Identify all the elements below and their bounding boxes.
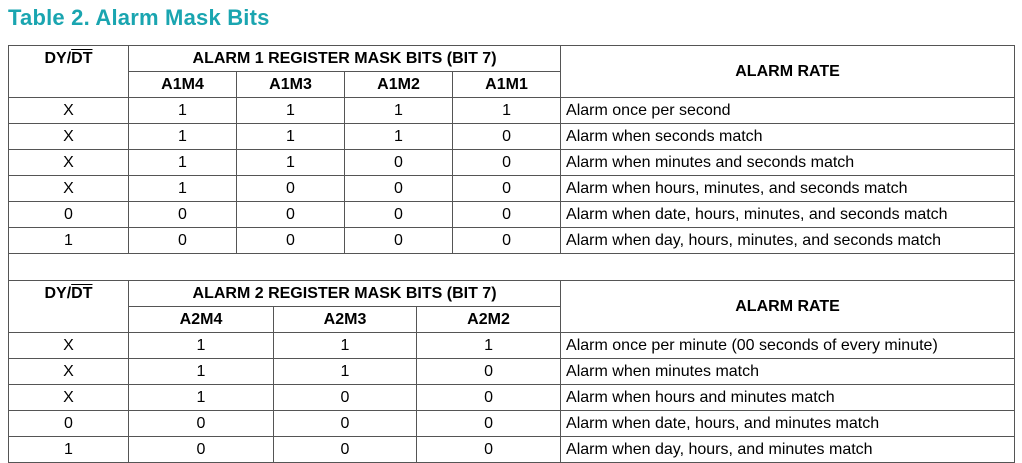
rate-cell: Alarm when day, hours, and minutes match — [561, 437, 1015, 463]
bit-cell: 0 — [237, 202, 345, 228]
alarm2-col-a2m2: A2M2 — [417, 307, 561, 333]
table-row — [9, 437, 1015, 463]
alarm-mask-bits-table — [8, 45, 1015, 463]
dy-cell: X — [9, 385, 129, 411]
bit-cell: 0 — [274, 411, 417, 437]
alarm1-col-a1m3: A1M3 — [237, 72, 345, 98]
alarm1-rate-header: ALARM RATE — [561, 46, 1015, 98]
dy-cell: X — [9, 359, 129, 385]
bit-cell: 0 — [345, 202, 453, 228]
bit-cell: 0 — [417, 437, 561, 463]
alarm2-dy-dt-header: $DY/\overline{DT}$ — [9, 281, 129, 333]
bit-cell: 1 — [129, 98, 237, 124]
dy-cell: X — [9, 150, 129, 176]
bit-cell: 1 — [237, 98, 345, 124]
dy-cell: X — [9, 176, 129, 202]
bit-cell: 1 — [129, 333, 274, 359]
rate-cell: Alarm when hours and minutes match — [561, 385, 1015, 411]
bit-cell: 1 — [129, 150, 237, 176]
bit-cell: 0 — [129, 202, 237, 228]
bit-cell: 1 — [129, 359, 274, 385]
bit-cell: 0 — [237, 176, 345, 202]
bit-cell: 1 — [129, 385, 274, 411]
dy-cell: X — [9, 333, 129, 359]
bit-cell: 1 — [345, 124, 453, 150]
table-title: Table 2. Alarm Mask Bits — [8, 5, 270, 30]
table-row — [9, 411, 1015, 437]
bit-cell: 0 — [453, 176, 561, 202]
table-row — [9, 359, 1015, 385]
alarm1-col-a1m4: A1M4 — [129, 72, 237, 98]
bit-cell: 0 — [129, 228, 237, 254]
dy-cell: X — [9, 98, 129, 124]
bit-cell: 0 — [453, 150, 561, 176]
bit-cell: 1 — [237, 150, 345, 176]
rate-cell: Alarm when date, hours, and minutes match — [561, 411, 1015, 437]
bit-cell: 1 — [237, 124, 345, 150]
bit-cell: 0 — [417, 385, 561, 411]
table-row — [9, 124, 1015, 150]
rate-cell: Alarm once per second — [561, 98, 1015, 124]
table-row — [9, 150, 1015, 176]
alarm1-col-a1m1: A1M1 — [453, 72, 561, 98]
table-row — [9, 385, 1015, 411]
alarm2-col-a2m3: A2M3 — [274, 307, 417, 333]
rate-cell: Alarm when day, hours, minutes, and seconds match — [561, 228, 1015, 254]
rate-cell: Alarm when minutes match — [561, 359, 1015, 385]
bit-cell: 1 — [345, 98, 453, 124]
alarm1-section — [9, 46, 1015, 254]
bit-cell: 0 — [453, 202, 561, 228]
bit-cell: 1 — [274, 359, 417, 385]
rate-cell: Alarm when hours, minutes, and seconds match — [561, 176, 1015, 202]
rate-cell: Alarm when seconds match — [561, 124, 1015, 150]
alarm1-group-header: ALARM 1 REGISTER MASK BITS (BIT 7) — [129, 46, 561, 72]
table-row — [9, 228, 1015, 254]
alarm2-col-a2m4: A2M4 — [129, 307, 274, 333]
rate-cell: Alarm when minutes and seconds match — [561, 150, 1015, 176]
bit-cell: 0 — [345, 176, 453, 202]
bit-cell: 0 — [237, 228, 345, 254]
dy-cell: 0 — [9, 202, 129, 228]
bit-cell: 0 — [417, 411, 561, 437]
bit-cell: 1 — [453, 98, 561, 124]
alarm2-group-header: ALARM 2 REGISTER MASK BITS (BIT 7) — [129, 281, 561, 307]
bit-cell: 1 — [274, 333, 417, 359]
rate-cell: Alarm once per minute (00 seconds of every minute) — [561, 333, 1015, 359]
table-row — [9, 202, 1015, 228]
dy-cell: X — [9, 124, 129, 150]
spacer-cell — [9, 254, 1015, 281]
table-row — [9, 333, 1015, 359]
bit-cell: 1 — [129, 124, 237, 150]
dy-cell: 0 — [9, 411, 129, 437]
alarm2-rate-header: ALARM RATE — [561, 281, 1015, 333]
section-spacer — [9, 254, 1015, 281]
table-row — [9, 176, 1015, 202]
alarm1-col-a1m2: A1M2 — [345, 72, 453, 98]
bit-cell: 0 — [274, 437, 417, 463]
bit-cell: 0 — [345, 228, 453, 254]
dy-cell: 1 — [9, 437, 129, 463]
table-row — [9, 98, 1015, 124]
bit-cell: 0 — [417, 359, 561, 385]
bit-cell: 1 — [417, 333, 561, 359]
rate-cell: Alarm when date, hours, minutes, and seconds match — [561, 202, 1015, 228]
dy-cell: 1 — [9, 228, 129, 254]
bit-cell: 0 — [129, 411, 274, 437]
bit-cell: 0 — [274, 385, 417, 411]
bit-cell: 0 — [345, 150, 453, 176]
bit-cell: 0 — [453, 124, 561, 150]
bit-cell: 0 — [453, 228, 561, 254]
alarm1-dy-dt-header: $DY/\overline{DT}$ — [9, 46, 129, 98]
bit-cell: 1 — [129, 176, 237, 202]
bit-cell: 0 — [129, 437, 274, 463]
spacer-row — [9, 254, 1015, 281]
alarm2-section — [9, 281, 1015, 463]
